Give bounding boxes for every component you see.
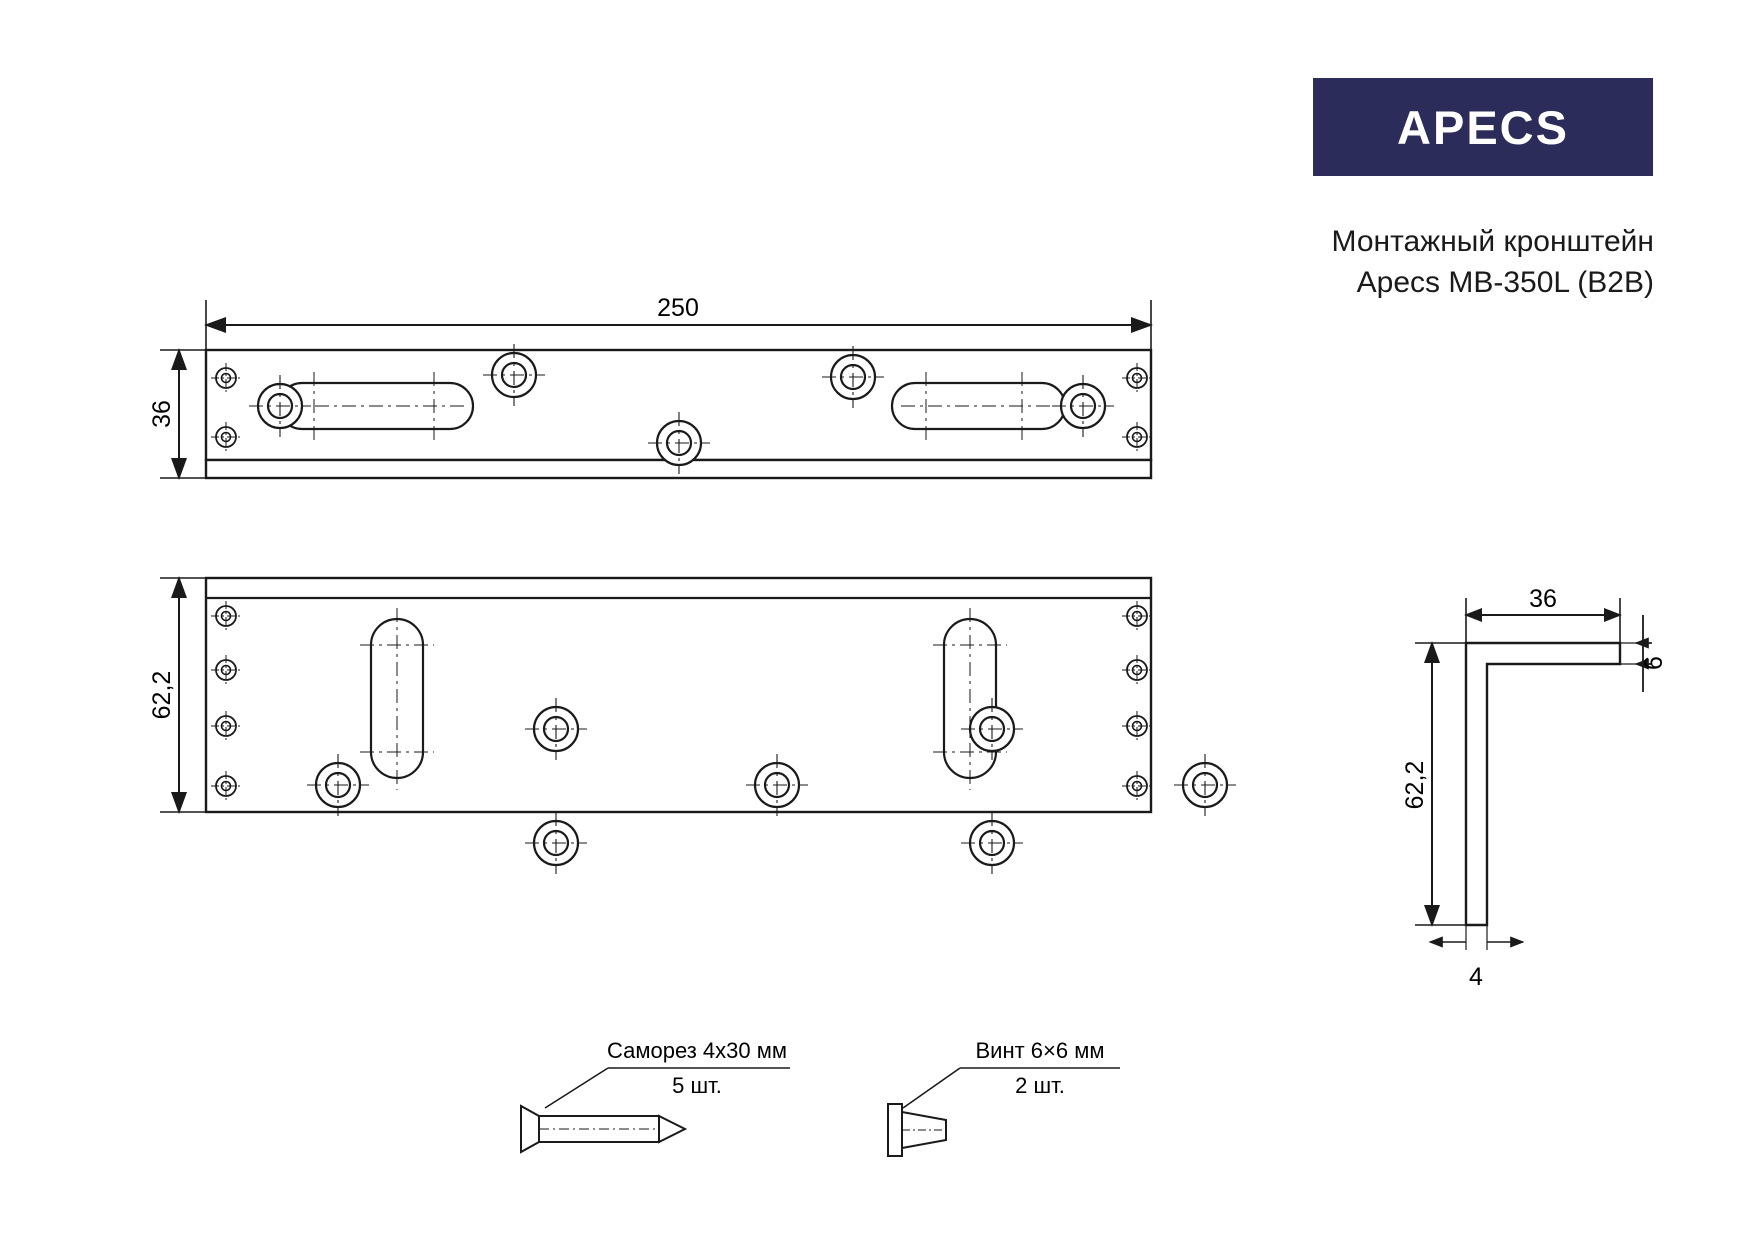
hardware-bolt-qty: 2 шт.	[1015, 1073, 1065, 1098]
apecs-logo-text: APECS	[1397, 100, 1569, 154]
front-view	[148, 578, 1236, 874]
dim-height-36-label: 36	[148, 400, 176, 428]
dim-side-width-36	[1466, 585, 1620, 650]
hardware-item-bolt	[888, 1038, 1120, 1156]
screw-icon	[521, 1106, 685, 1152]
dim-side-height-62-2	[1401, 643, 1470, 925]
dim-side-thickness-6	[1620, 615, 1668, 692]
page-title-line1: Монтажный кронштейн	[1331, 225, 1654, 258]
dim-side-width-36-label: 36	[1529, 585, 1557, 613]
hardware-item-screw	[521, 1038, 790, 1152]
hardware-screw-name: Саморез 4х30 мм	[607, 1038, 787, 1063]
side-view-profile	[1466, 643, 1620, 925]
dim-length-250-label: 250	[657, 294, 699, 322]
top-view	[148, 294, 1152, 478]
dim-side-thickness-4	[1430, 925, 1523, 991]
bolt-icon	[888, 1104, 946, 1156]
hardware-screw-qty: 5 шт.	[672, 1073, 722, 1098]
hardware-bolt-name: Винт 6×6 мм	[975, 1038, 1105, 1063]
dim-side-thickness-4-label: 4	[1469, 963, 1483, 991]
dim-side-thickness-6-label: 6	[1640, 656, 1668, 670]
top-view-slot-right	[892, 372, 1065, 440]
dim-height-62-2-label: 62,2	[148, 670, 176, 720]
side-view	[1401, 585, 1668, 991]
dim-side-height-62-2-label: 62,2	[1401, 760, 1429, 810]
page-title-line2: Apecs MB-350L (B2B)	[1356, 265, 1654, 299]
